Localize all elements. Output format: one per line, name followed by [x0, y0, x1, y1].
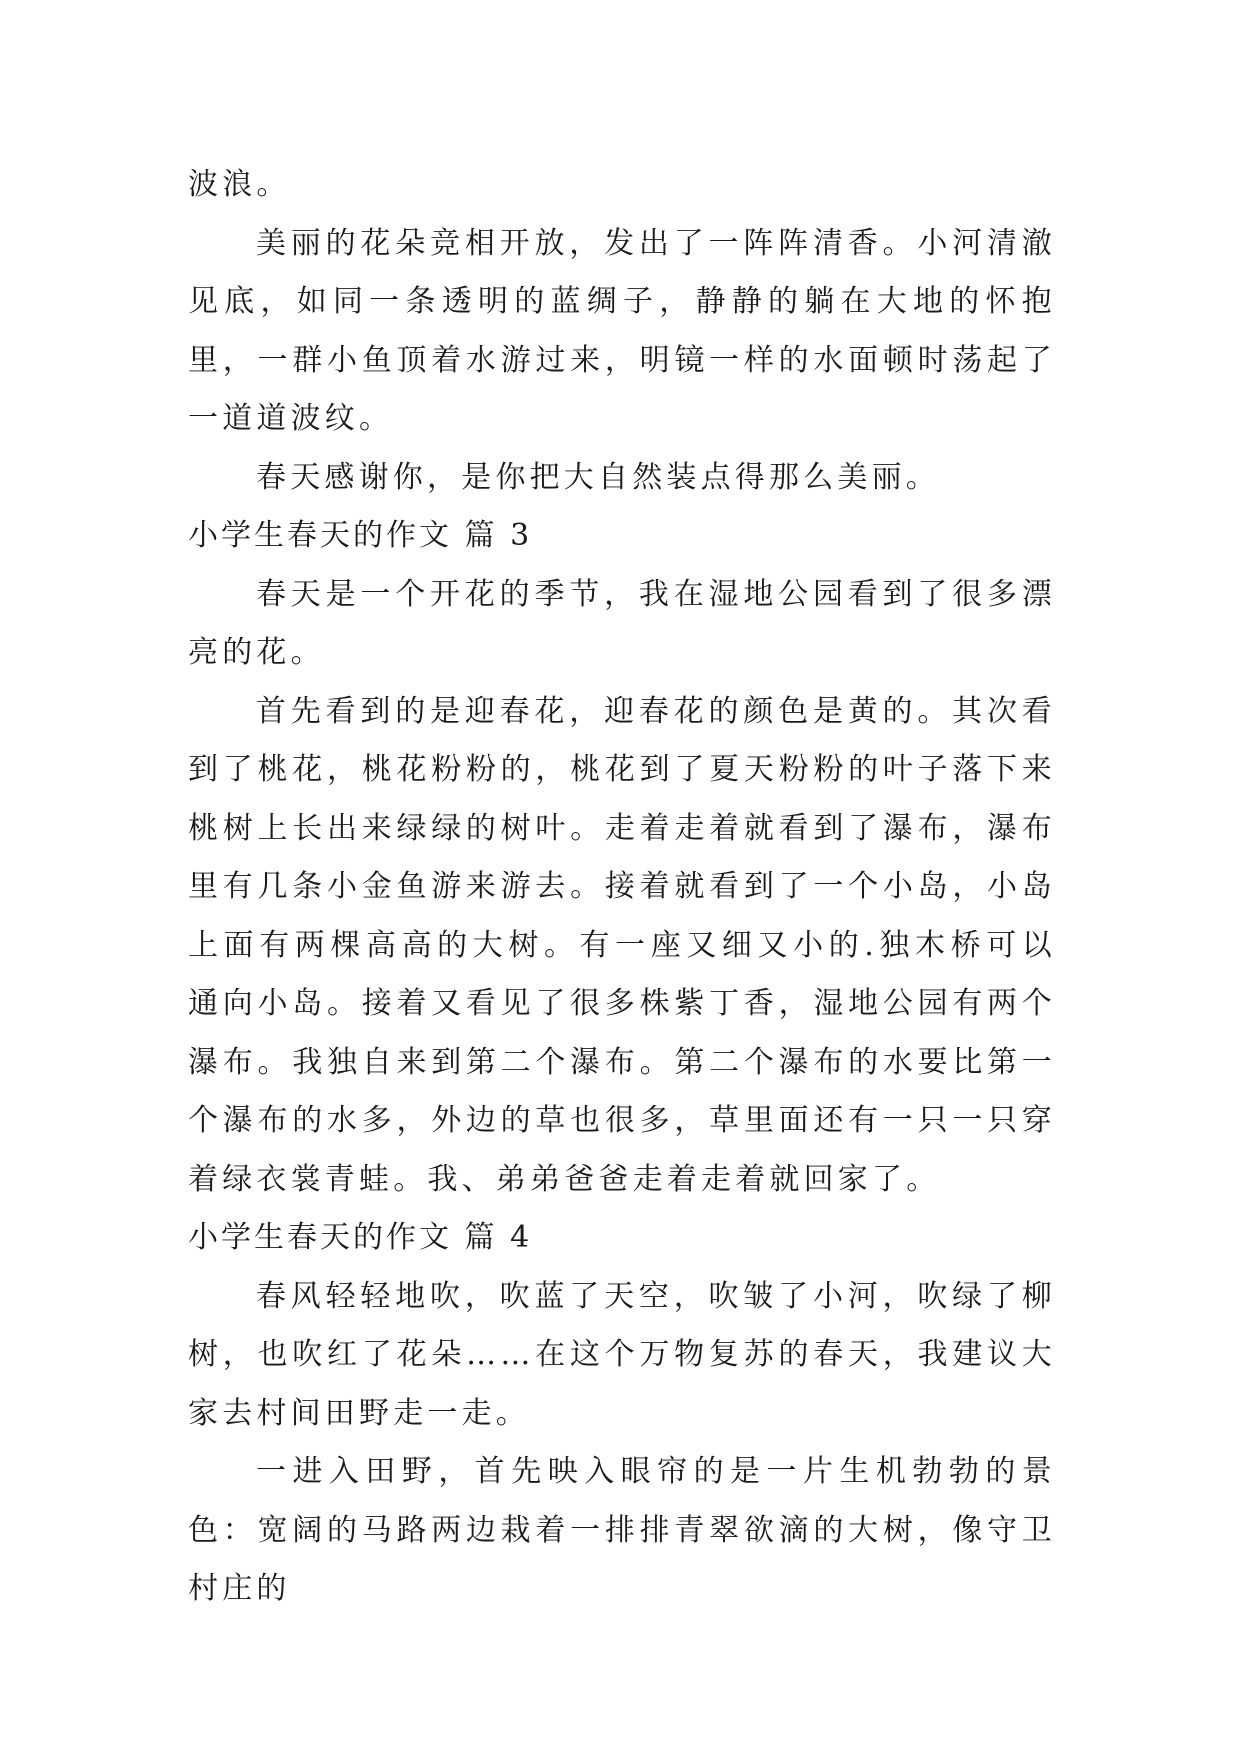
paragraph-wetland-intro: 春天是一个开花的季节，我在湿地公园看到了很多漂亮的花。	[188, 576, 1056, 670]
section-heading-3: 小学生春天的作文 篇 3	[188, 518, 533, 553]
paragraph-thanks-spring: 春天感谢你，是你把大自然装点得那么美丽。	[256, 459, 940, 495]
paragraph-fields: 一进入田野，首先映入眼帘的是一片生机勃勃的景色：宽阔的马路两边栽着一排排青翠欲滴的大树，像守卫村庄的	[188, 1454, 1056, 1606]
paragraph-continuation: 波浪。	[188, 167, 291, 202]
section-heading-4: 小学生春天的作文 篇 4	[188, 1220, 533, 1255]
paragraph-spring-breeze: 春风轻轻地吹，吹蓝了天空，吹皱了小河，吹绿了柳树，也吹红了花朵……在这个万物复苏的春天，我建议大家去村间田野走一走。	[188, 1278, 1056, 1431]
paragraph-wetland-walk: 首先看到的是迎春花，迎春花的颜色是黄的。其次看到了桃花，桃花粉粉的，桃花到了夏天粉粉的叶子落下来桃树上长出来绿绿的树叶。走着走着就看到了瀑布，瀑布里有几条小金鱼游来游去。接着就看到了一个小岛，小岛上面有两棵高高的大树。有一座又细又小的.独木桥可以通向小岛。接着又看见了很多株紫丁香，湿地公园有两个瀑布。我独自来到第二个瀑布。第二个瀑布的水要比第一个瀑布的水多，外边的草也很多，草里面还有一只一只穿着绿衣裳青蛙。我、弟弟爸爸走着走着就回家了。	[188, 693, 1056, 1197]
paragraph-flowers-river: 美丽的花朵竞相开放，发出了一阵阵清香。小河清澈见底，如同一条透明的蓝绸子，静静的躺在大地的怀抱里，一群小鱼顶着水游过来，明镜一样的水面顿时荡起了一道道波纹。	[188, 225, 1056, 436]
document-body	[188, 156, 1056, 1619]
